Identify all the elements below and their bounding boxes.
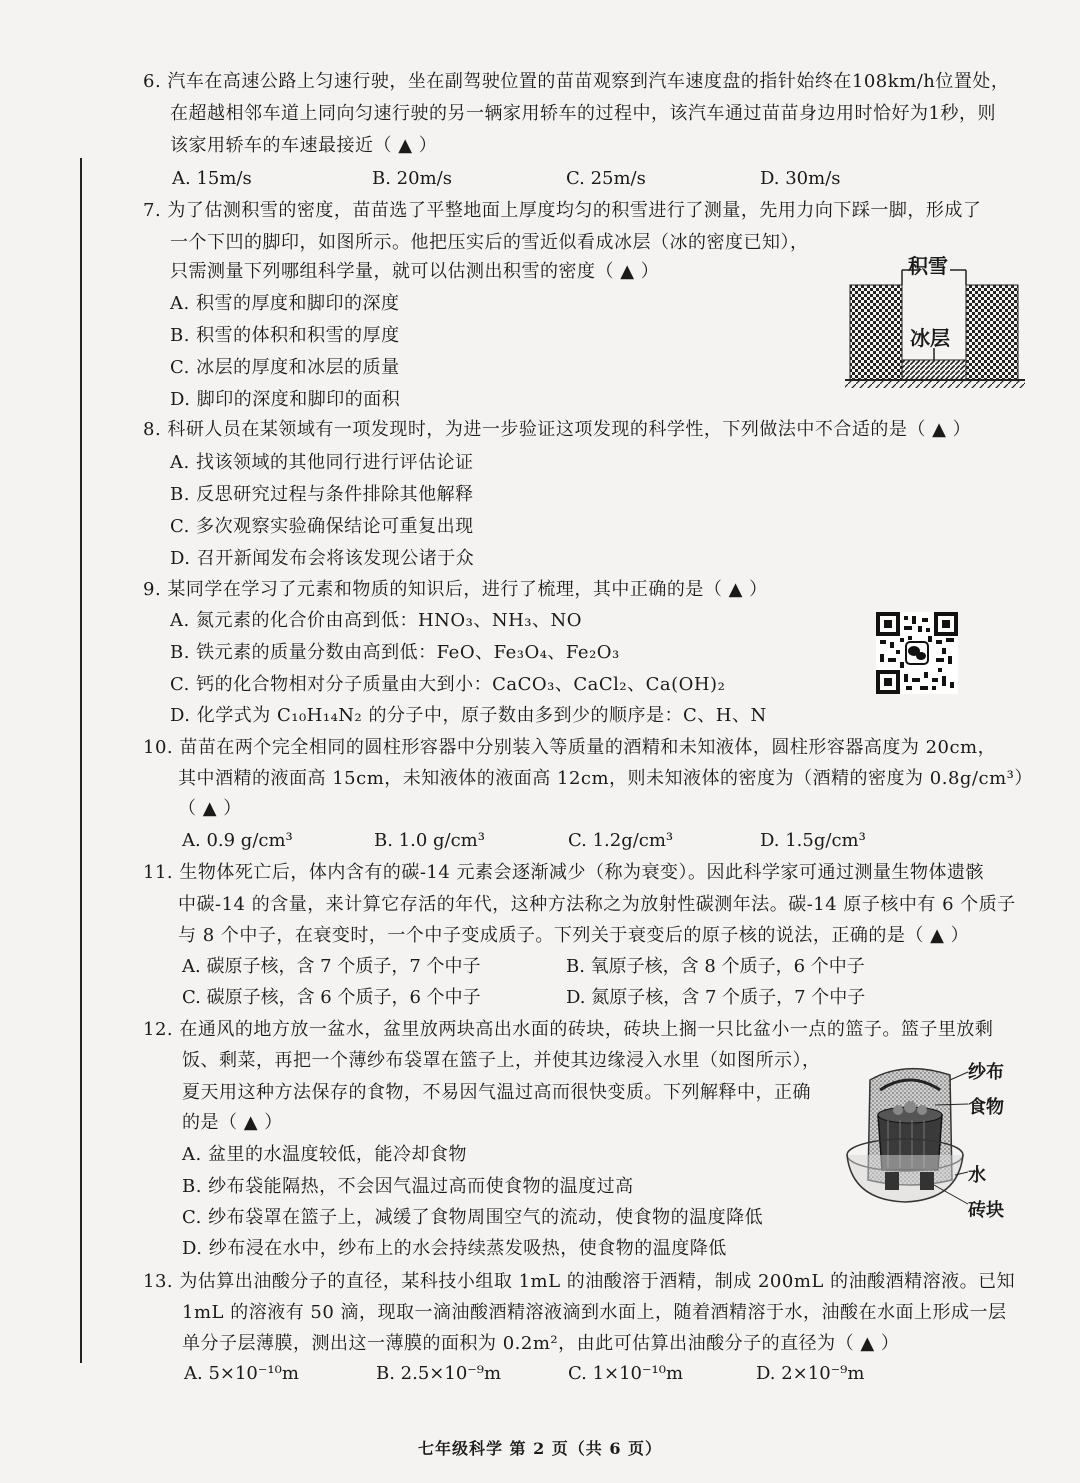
q12-option-d: D. 纱布浸在水中，纱布上的水会持续蒸发吸热，使食物的温度降低 [182, 1238, 727, 1259]
q7-label-ice: 冰层 [910, 326, 950, 350]
q13-line-2: 1mL 的溶液有 50 滴，现取一滴油酸酒精溶液滴到水面上，随着酒精溶于水，油酸在水面上形成一层 [182, 1302, 1007, 1323]
ice-layer [902, 360, 966, 380]
q12-label-food: 食物 [968, 1097, 1004, 1118]
q11-option-a: A. 碳原子核，含 7 个质子，7 个中子 [182, 956, 481, 977]
q12-label-brick: 砖块 [968, 1200, 1004, 1221]
q6-option-b: B. 20m/s [372, 168, 452, 189]
q12-label-gauze: 纱布 [968, 1062, 1004, 1083]
q6-line-3: 该家用轿车的车速最接近（ ▲ ） [170, 135, 438, 156]
q12-option-a: A. 盆里的水温度较低，能冷却食物 [182, 1144, 467, 1165]
q9-option-a: A. 氮元素的化合价由高到低：HNO₃、NH₃、NO [170, 610, 583, 631]
q12-line-4: 的是（ ▲ ） [182, 1112, 283, 1133]
q12-line-1: 12. 在通风的地方放一盆水，盆里放两块高出水面的砖块，砖块上搁一只比盆小一点的篮子。篮子里放剩 [143, 1019, 994, 1040]
ground [845, 380, 1025, 388]
q6-option-c: C. 25m/s [566, 168, 646, 189]
q13-option-d: D. 2×10⁻⁹m [756, 1363, 865, 1384]
q11-option-c: C. 碳原子核，含 6 个质子，6 个中子 [182, 987, 481, 1008]
q8-option-c: C. 多次观察实验确保结论可重复出现 [170, 516, 474, 537]
q10-line-1: 10. 苗苗在两个完全相同的圆柱形容器中分别装入等质量的酒精和未知液体，圆柱形容器高度为 20cm， [143, 737, 997, 758]
q12-line-2: 饭、剩菜，再把一个薄纱布袋罩在篮子上，并使其边缘浸入水里（如图所示）， [182, 1050, 821, 1071]
q7-line-1: 7. 为了估测积雪的密度，苗苗选了平整地面上厚度均匀的积雪进行了测量，先用力向下踩一脚，形成了 [143, 200, 982, 221]
q7-line-2: 一个下凹的脚印，如图所示。他把压实后的雪近似看成冰层（冰的密度已知）， [170, 232, 809, 253]
q8-line-1: 8. 科研人员在某领域有一项发现时，为进一步验证这项发现的科学性，下列做法中不合适的是（ ▲ ） [143, 419, 972, 440]
q11-line-3: 与 8 个中子，在衰变时，一个中子变成质子。下列关于衰变后的原子核的说法，正确的是（ ▲ ） [178, 925, 970, 946]
q7-option-c: C. 冰层的厚度和冰层的质量 [170, 357, 400, 378]
q13-line-3: 单分子层薄膜，测出这一薄膜的面积为 0.2m²，由此可估算出油酸分子的直径为（ ▲ ） [182, 1333, 900, 1354]
qr-code-icon[interactable] [876, 612, 958, 694]
q10-option-d: D. 1.5g/cm³ [760, 830, 866, 851]
q9-option-d: D. 化学式为 C₁₀H₁₄N₂ 的分子中，原子数由多到少的顺序是：C、H、N [170, 705, 767, 726]
q12-option-b: B. 纱布袋能隔热，不会因气温过高而使食物的温度过高 [182, 1176, 634, 1197]
q7-label-snow: 积雪 [908, 254, 948, 278]
q6-line-2: 在超越相邻车道上同向匀速行驶的另一辆家用轿车的过程中，该汽车通过苗苗身边用时恰好为1秒，则 [170, 103, 996, 124]
q8-option-d: D. 召开新闻发布会将该发现公诸于众 [170, 548, 475, 569]
q11-option-d: D. 氮原子核，含 7 个质子，7 个中子 [566, 987, 866, 1008]
snow-block-left [850, 285, 902, 380]
q12-option-c: C. 纱布袋罩在篮子上，减缓了食物周围空气的流动，使食物的温度降低 [182, 1207, 764, 1228]
snow-block-right [966, 285, 1018, 380]
q13-option-a: A. 5×10⁻¹⁰m [184, 1363, 299, 1384]
q13-option-b: B. 2.5×10⁻⁹m [376, 1363, 502, 1384]
q7-option-a: A. 积雪的厚度和脚印的深度 [170, 293, 400, 314]
q10-option-c: C. 1.2g/cm³ [568, 830, 674, 851]
q10-line-2: 其中酒精的液面高 15cm，未知液体的液面高 12cm，则未知液体的密度为（酒精的密度为 0.8g/cm³） [178, 768, 1033, 789]
q11-line-2: 中碳-14 的含量，来计算它存活的年代，这种方法称之为放射性碳测年法。碳-14 原子核中有 6 个质子 [178, 894, 1016, 915]
q10-option-b: B. 1.0 g/cm³ [374, 830, 485, 851]
q9-option-b: B. 铁元素的质量分数由高到低：FeO、Fe₃O₄、Fe₂O₃ [170, 642, 620, 663]
q7-line-3: 只需测量下列哪组科学量，就可以估测出积雪的密度（ ▲ ） [170, 261, 660, 282]
water-basin [847, 1155, 963, 1202]
q8-option-b: B. 反思研究过程与条件排除其他解释 [170, 484, 474, 505]
q10-option-a: A. 0.9 g/cm³ [182, 830, 293, 851]
margin-binding-line [80, 158, 82, 1363]
q12-basket-figure [840, 1060, 970, 1225]
q11-option-b: B. 氧原子核，含 8 个质子，6 个中子 [566, 956, 865, 977]
page-footer: 七年级科学 第 2 页（共 6 页） [417, 1439, 663, 1458]
q6-option-a: A. 15m/s [172, 168, 252, 189]
q7-option-b: B. 积雪的体积和积雪的厚度 [170, 325, 400, 346]
q12-line-3: 夏天用这种方法保存的食物，不易因气温过高而很快变质。下列解释中，正确 [182, 1082, 811, 1103]
brick-right [920, 1172, 934, 1190]
q8-option-a: A. 找该领域的其他同行进行评估论证 [170, 452, 474, 473]
q11-line-1: 11. 生物体死亡后，体内含有的碳-14 元素会逐渐减少（称为衰变）。因此科学家可通过测量生物体遗骸 [143, 862, 985, 883]
q6-line-1: 6. 汽车在高速公路上匀速行驶，坐在副驾驶位置的苗苗观察到汽车速度盘的指针始终在108km/h位置处， [143, 71, 1010, 92]
q7-option-d: D. 脚印的深度和脚印的面积 [170, 389, 401, 410]
q9-option-c: C. 钙的化合物相对分子质量由大到小：CaCO₃、CaCl₂、Ca(OH)₂ [170, 674, 726, 695]
q6-option-d: D. 30m/s [760, 168, 841, 189]
q10-line-3: （ ▲ ） [178, 798, 242, 819]
q9-line-1: 9. 某同学在学习了元素和物质的知识后，进行了梳理，其中正确的是（ ▲ ） [143, 579, 768, 600]
q12-label-water: 水 [968, 1165, 986, 1186]
q13-option-c: C. 1×10⁻¹⁰m [568, 1363, 684, 1384]
brick-left [885, 1172, 899, 1190]
q13-line-1: 13. 为估算出油酸分子的直径，某科技小组取 1mL 的油酸溶于酒精，制成 200mL 的油酸酒精溶液。已知 [143, 1271, 1016, 1292]
